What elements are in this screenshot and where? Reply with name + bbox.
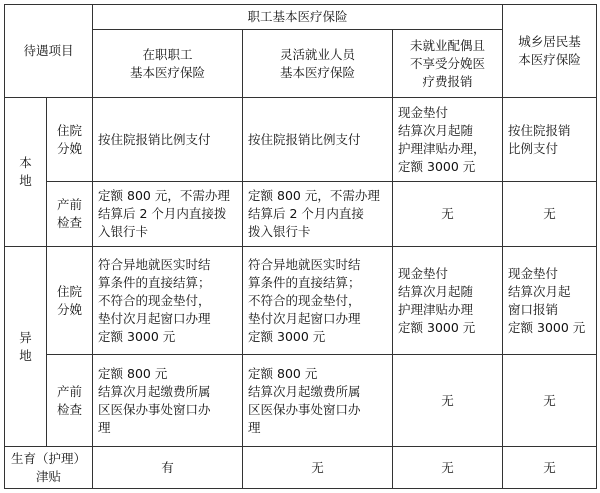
- allowance-employee: 有: [93, 447, 243, 489]
- local-prenatal-resident: 无: [503, 182, 597, 247]
- local-hospital-resident: 按住院报销 比例支付: [508, 122, 571, 156]
- remote-prenatal-employee-cell: [93, 355, 243, 447]
- remote-prenatal-spouse: 无: [393, 355, 503, 447]
- allowance-label-cell: [5, 447, 93, 489]
- item-header-cell: 待遇项目: [5, 5, 93, 98]
- remote-hospital-label-cell: [47, 247, 93, 355]
- local-label: 本 地: [19, 155, 32, 188]
- spouse-insurance-header: [393, 30, 503, 98]
- remote-hospital-resident: 现金垫付 结算次月起 窗口报销 定额 3000 元: [508, 265, 586, 335]
- allowance-row: [5, 447, 597, 489]
- remote-hospital-label: 住院 分娩: [57, 283, 83, 317]
- local-hospital-resident-cell: [503, 98, 597, 182]
- local-hospital-row: [5, 98, 597, 182]
- local-prenatal-label-cell: [47, 182, 93, 247]
- remote-prenatal-label-cell: [47, 355, 93, 447]
- remote-hospital-spouse: 现金垫付 结算次月起随 护理津贴办理 定额 3000 元: [398, 265, 476, 335]
- local-hospital-flexible: 按住院报销比例支付: [243, 98, 393, 182]
- remote-hospital-employee-cell: [93, 247, 243, 355]
- allowance-resident: 无: [503, 447, 597, 489]
- spouse-insurance-header-text: 未就业配偶且 不享受分娩医 疗费报销: [410, 37, 486, 89]
- local-prenatal-label: 产前 检查: [57, 197, 83, 230]
- local-prenatal-employee: 定额 800 元，不需办理 结算后 2 个月内直接拨 入银行卡: [98, 188, 230, 239]
- resident-insurance-header: [503, 5, 597, 98]
- local-prenatal-row: [5, 182, 597, 247]
- remote-hospital-spouse-cell: [393, 247, 503, 355]
- remote-hospital-row: [5, 247, 597, 355]
- local-label-cell: [5, 98, 47, 247]
- remote-prenatal-label: 产前 检查: [57, 383, 83, 417]
- allowance-label: 生育（护理） 津贴: [11, 450, 87, 484]
- local-hospital-label: 住院 分娩: [57, 122, 83, 156]
- remote-hospital-flexible-cell: [243, 247, 393, 355]
- local-hospital-employee: 按住院报销比例支付: [93, 98, 243, 182]
- remote-prenatal-employee: 定额 800 元 结算次月起缴费所属 区医保办事处窗口办 理: [98, 365, 211, 435]
- local-hospital-spouse: 现金垫付 结算次月起随 护理津贴办理， 定额 3000 元: [398, 104, 486, 174]
- allowance-flexible: 无: [243, 447, 393, 489]
- local-prenatal-spouse: 无: [393, 182, 503, 247]
- remote-label: 异 地: [19, 329, 32, 363]
- employee-insurance-header-text: 在职职工 基本医疗保险: [130, 46, 206, 80]
- local-hospital-spouse-cell: [393, 98, 503, 182]
- maternity-benefits-table: [4, 4, 597, 489]
- remote-hospital-resident-cell: [503, 247, 597, 355]
- local-prenatal-employee-cell: [93, 182, 243, 247]
- resident-insurance-header-text: 城乡居民基 本医疗保险: [518, 34, 581, 67]
- employee-insurance-group-header: 职工基本医疗保险: [93, 5, 503, 30]
- employee-insurance-header: [93, 30, 243, 98]
- local-prenatal-flexible-cell: [243, 182, 393, 247]
- local-hospital-label-cell: [47, 98, 93, 182]
- remote-prenatal-flexible: 定额 800 元 结算次月起缴费所属 区医保办事处窗口办 理: [248, 365, 361, 435]
- local-prenatal-flexible: 定额 800 元，不需办理 结算后 2 个月内直接 拨入银行卡: [248, 188, 380, 239]
- flexible-insurance-header: [243, 30, 393, 98]
- allowance-spouse: 无: [393, 447, 503, 489]
- flexible-insurance-header-text: 灵活就业人员 基本医疗保险: [280, 46, 356, 80]
- remote-prenatal-resident: 无: [503, 355, 597, 447]
- remote-prenatal-flexible-cell: [243, 355, 393, 447]
- remote-hospital-employee: 符合异地就医实时结 算条件的直接结算； 不符合的现金垫付， 垫付次月起窗口办理 定额 3000 元: [98, 256, 211, 344]
- header-row-1: [5, 5, 597, 30]
- remote-prenatal-row: [5, 355, 597, 447]
- remote-label-cell: [5, 247, 47, 447]
- remote-hospital-flexible: 符合异地就医实时结 算条件的直接结算； 不符合的现金垫付， 垫付次月起窗口办理 定额 3000 元: [248, 256, 361, 344]
